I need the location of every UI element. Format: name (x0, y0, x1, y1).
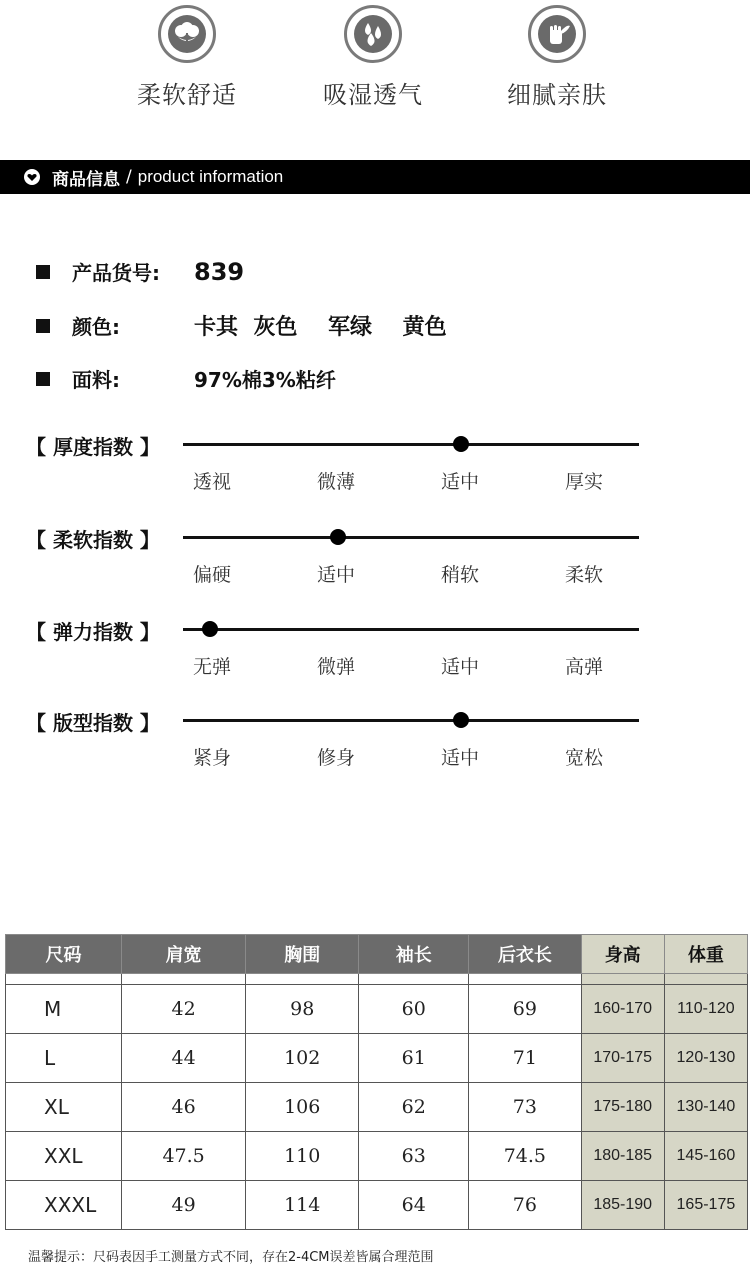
table-cell: 110 (246, 1132, 359, 1181)
index-option-label: 适中 (441, 656, 480, 678)
spacer-cell (359, 974, 469, 985)
index-marker (453, 712, 469, 728)
index-option-label: 宽松 (565, 747, 604, 769)
table-cell: 170-175 (581, 1034, 664, 1083)
info-key-fabric: 面料: (72, 368, 120, 392)
table-cell: 110-120 (664, 985, 747, 1034)
table-cell: 69 (469, 985, 581, 1034)
table-cell: L (6, 1034, 122, 1083)
water-drops-icon (344, 5, 402, 63)
col-weight: 体重 (664, 935, 747, 974)
index-option-label: 透视 (193, 471, 232, 493)
table-cell: 73 (469, 1083, 581, 1132)
table-cell: XL (6, 1083, 122, 1132)
index-option-label: 微薄 (317, 471, 356, 493)
banner-title-cn: 商品信息 (52, 169, 120, 190)
table-cell: 46 (122, 1083, 246, 1132)
table-cell: M (6, 985, 122, 1034)
table-cell: 180-185 (581, 1132, 664, 1181)
table-cell: 60 (359, 985, 469, 1034)
index-option-label: 柔软 (565, 564, 604, 586)
index-scale-line (183, 536, 639, 539)
index-title: 【 版型指数 】 (26, 711, 160, 735)
index-marker (453, 436, 469, 452)
size-table (5, 934, 748, 1230)
table-cell: 76 (469, 1181, 581, 1230)
index-scale-line (183, 719, 639, 722)
col-back-length: 后衣长 (469, 935, 581, 974)
table-cell: 49 (122, 1181, 246, 1230)
table-cell: 98 (246, 985, 359, 1034)
hand-leaf-icon (528, 5, 586, 63)
table-cell: XXXL (6, 1181, 122, 1230)
index-scale-line (183, 443, 639, 446)
table-cell: 61 (359, 1034, 469, 1083)
col-height: 身高 (581, 935, 664, 974)
table-row (6, 1083, 748, 1132)
table-cell: 64 (359, 1181, 469, 1230)
bullet-square (36, 319, 50, 333)
table-cell: XXL (6, 1132, 122, 1181)
index-option-label: 微弹 (317, 656, 356, 678)
banner-separator: / (126, 167, 132, 187)
index-title: 【 弹力指数 】 (26, 620, 160, 644)
spacer-cell (246, 974, 359, 985)
table-cell: 120-130 (664, 1034, 747, 1083)
index-marker (330, 529, 346, 545)
index-title: 【 柔软指数 】 (26, 528, 160, 552)
table-row (6, 985, 748, 1034)
index-marker (202, 621, 218, 637)
table-cell: 145-160 (664, 1132, 747, 1181)
product-info-banner (0, 160, 750, 194)
table-spacer-row (6, 974, 748, 985)
table-cell: 102 (246, 1034, 359, 1083)
table-row (6, 1181, 748, 1230)
feature-skin-label: 细腻亲肤 (507, 81, 607, 109)
index-option-label: 修身 (317, 747, 356, 769)
table-cell: 175-180 (581, 1083, 664, 1132)
info-row-sku (36, 257, 244, 286)
table-cell: 62 (359, 1083, 469, 1132)
info-value-fabric: 97%棉3%粘纤 (194, 368, 336, 392)
banner-title-en: product information (137, 167, 284, 186)
table-cell: 165-175 (664, 1181, 747, 1230)
table-cell: 106 (246, 1083, 359, 1132)
table-cell: 160-170 (581, 985, 664, 1034)
index-option-label: 适中 (317, 564, 356, 586)
size-note: 温馨提示：尺码表因手工测量方式不同，存在2-4CM误差皆属合理范围 (28, 1250, 434, 1265)
table-cell: 185-190 (581, 1181, 664, 1230)
feature-soft (107, 5, 267, 110)
info-row-color (36, 310, 447, 341)
index-option-label: 无弹 (193, 656, 232, 678)
bullet-square (36, 265, 50, 279)
table-cell: 114 (246, 1181, 359, 1230)
col-chest: 胸围 (246, 935, 359, 974)
info-row-fabric (36, 364, 336, 393)
index-option-label: 适中 (441, 471, 480, 493)
index-option-label: 高弹 (565, 656, 604, 678)
table-cell: 74.5 (469, 1132, 581, 1181)
feature-skin (477, 5, 637, 110)
cotton-flower-icon (158, 5, 216, 63)
size-table-header (6, 935, 748, 974)
index-option-label: 偏硬 (193, 564, 232, 586)
col-sleeve: 袖长 (359, 935, 469, 974)
spacer-cell (6, 974, 122, 985)
table-cell: 130-140 (664, 1083, 747, 1132)
info-value-color: 卡其 灰色 军绿 黄色 (194, 315, 447, 340)
info-key-color: 颜色: (72, 315, 120, 339)
spacer-cell (664, 974, 747, 985)
bullet-square (36, 372, 50, 386)
info-value-sku: 839 (194, 257, 245, 286)
index-title: 【 厚度指数 】 (26, 435, 160, 459)
feature-breathable-label: 吸湿透气 (323, 81, 423, 109)
feature-soft-label: 柔软舒适 (137, 81, 237, 109)
table-row (6, 1132, 748, 1181)
table-cell: 44 (122, 1034, 246, 1083)
table-row (6, 1034, 748, 1083)
spacer-cell (469, 974, 581, 985)
col-shoulder: 肩宽 (122, 935, 246, 974)
spacer-cell (122, 974, 246, 985)
feature-breathable (293, 5, 453, 110)
heart-icon (24, 169, 40, 185)
info-key-sku: 产品货号: (72, 261, 160, 285)
table-cell: 42 (122, 985, 246, 1034)
index-option-label: 适中 (441, 747, 480, 769)
index-scale-line (183, 628, 639, 631)
table-cell: 71 (469, 1034, 581, 1083)
spacer-cell (581, 974, 664, 985)
table-cell: 47.5 (122, 1132, 246, 1181)
index-option-label: 厚实 (565, 471, 604, 493)
table-cell: 63 (359, 1132, 469, 1181)
index-option-label: 紧身 (193, 747, 232, 769)
col-size: 尺码 (6, 935, 122, 974)
index-option-label: 稍软 (441, 564, 480, 586)
